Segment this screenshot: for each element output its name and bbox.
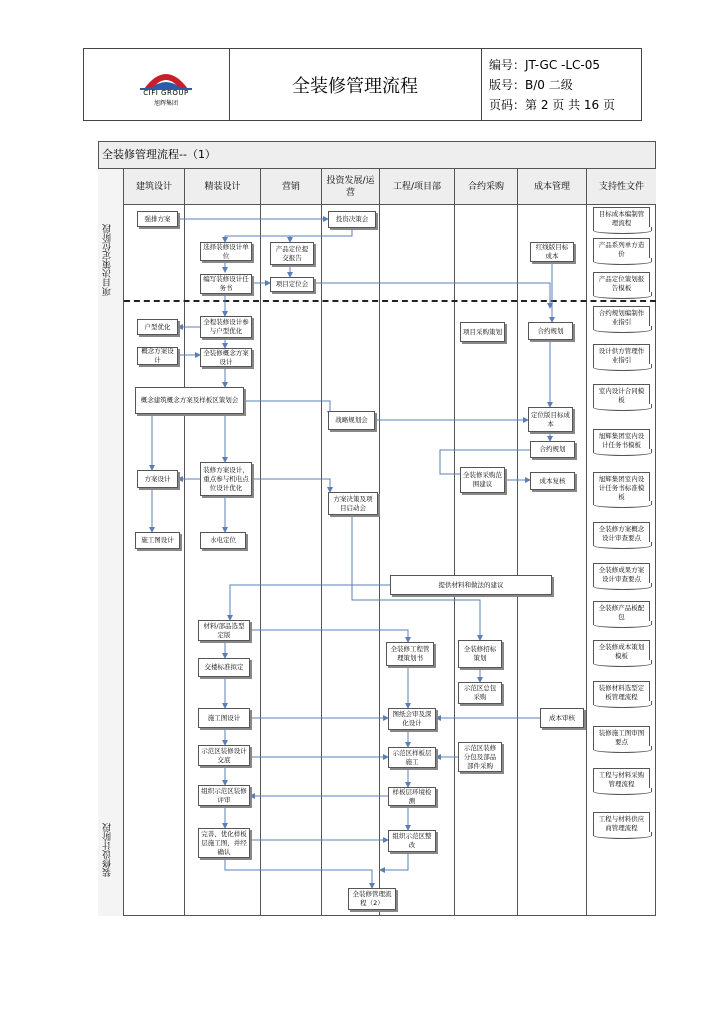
logo-text: CIFI GROUP: [143, 89, 189, 97]
node-redline-target-cost: 红线版目标成本: [530, 242, 574, 262]
doc-contract-planning-guide: 合约规划编制作业指引: [593, 306, 650, 329]
node-construction-drawing: 施工图设计: [135, 532, 180, 549]
doc-target-cost-process: 目标成本编制管理流程: [593, 207, 650, 230]
doc-drawing-review-points: 装修施工图审图要点: [593, 726, 650, 749]
lane-header-cost: 成本管理: [518, 169, 587, 205]
node-material-suggestions: 提供材料和做法的建议: [390, 575, 552, 595]
lane-header-interior: 精装设计: [185, 169, 261, 205]
doc-concept-review-points: 全装修方案概念设计审查要点: [593, 522, 650, 545]
node-procurement-scope: 全装修采购范围建议: [460, 467, 505, 493]
node-massing-plan: 强排方案: [137, 211, 178, 227]
node-cost-review: 成本复核: [530, 472, 575, 490]
node-environment-test: 样板层环境检测: [388, 787, 436, 806]
doc-interior-brief-standard: 旭辉集团室内设计任务书标准模板: [593, 472, 650, 504]
flowchart-title: 全装修管理流程--（1）: [98, 141, 656, 169]
node-demo-review: 组织示范区装修评审: [198, 785, 250, 806]
node-construction-drawing-2: 施工图设计: [198, 708, 250, 728]
node-demo-subcontract-procurement: 示范区装修分包及部品部件采购: [458, 742, 502, 772]
doc-scheme-review-points: 全装修成果方案设计审查要点: [593, 563, 650, 586]
doc-code: 编号：JT-GC -LC-05: [489, 58, 601, 72]
doc-version: 版号：B/0 二级: [489, 78, 573, 92]
lane-header-arch: 建筑设计: [124, 169, 185, 205]
lane-header-procurement: 合约采购: [455, 169, 518, 205]
node-handover-standard: 交楼标准拟定: [198, 658, 250, 677]
node-scheme-design: 方案设计: [137, 470, 178, 488]
lane-header-engineering: 工程/项目部: [380, 169, 455, 205]
node-sample-floor-construction: 示范区样板层施工: [388, 747, 436, 768]
node-drawing-review: 图纸会审及深化设计: [388, 708, 436, 730]
node-cost-audit: 成本审核: [540, 708, 584, 728]
node-mep-positioning: 水电定位: [200, 532, 246, 549]
node-select-design-firm: 选择装修设计单位: [200, 242, 252, 261]
node-unit-optimization: 户型优化: [137, 319, 178, 335]
doc-interior-brief-template: 旭辉集团室内设计任务书模板: [593, 429, 650, 452]
doc-page: 页码：第 2 页 共 16 页: [489, 98, 615, 112]
doc-positioning-template: 产品定位策划报告模板: [593, 272, 650, 295]
node-demo-general-contract: 示范区总包采购: [458, 682, 502, 704]
node-positioning-meeting: 项目定位会: [270, 277, 314, 292]
node-positioning-target-cost: 定位版目标成本: [528, 407, 573, 432]
node-next-page-link: 全装修管理流程（2）: [348, 888, 396, 910]
node-demo-design-disclosure: 示范区装修设计交底: [198, 745, 250, 766]
node-interior-scheme-design: 装修方案设计，重点参与机电点位设计优化: [200, 462, 252, 496]
node-procurement-planning: 项目采购策划: [460, 322, 505, 342]
node-strategy-meeting: 战略规划会: [328, 411, 375, 430]
node-scheme-decision-meeting: 方案决策及项目启动会: [328, 492, 378, 515]
lane-header-marketing: 营销: [261, 169, 322, 205]
doc-supplier-management: 工程与材料供应商管理流程: [593, 812, 650, 835]
node-interior-unit-optimization: 全程装修设计参与户型优化: [200, 316, 252, 338]
node-bidding-plan: 全装修招标策划: [458, 640, 502, 668]
lane-header-investment: 投资发展/运营: [322, 169, 380, 205]
doc-supplier-guide: 设计供方管理作业指引: [593, 344, 650, 367]
page-title: 全装修管理流程: [229, 49, 482, 120]
lane-header-docs: 支持性文件: [587, 169, 656, 205]
node-contract-planning: 合约规划: [528, 322, 573, 340]
node-refine-drawings: 完善、优化样板层施工图，并经确认: [198, 828, 250, 858]
node-investment-decision-meeting: 投资决策会: [328, 211, 376, 228]
doc-product-series-cost: 产品系列单方造价: [593, 238, 650, 261]
node-material-selection: 材料/部品选型定版: [198, 620, 250, 641]
node-write-design-brief: 编写装修设计任务书: [200, 274, 252, 294]
phase-label-design: 装修设计阶段: [103, 823, 113, 877]
node-engineering-plan: 全装修工程管理策划书: [386, 642, 434, 666]
node-concept-sample-meeting: 概念建筑概念方案及样板区策划会: [135, 387, 244, 414]
doc-material-selection-process: 装修材料选型定板管理流程: [593, 681, 650, 704]
node-contract-planning-2: 合约规划: [530, 441, 575, 458]
node-demo-rectification: 组织示范区整改: [388, 830, 436, 852]
node-interior-concept-design: 全装修概念方案设计: [200, 348, 252, 367]
doc-interior-contract: 室内设计合同模板: [593, 384, 650, 407]
phase-label-decision: 项目决策定位阶段: [103, 224, 113, 296]
node-concept-design: 概念方案设计: [137, 347, 178, 365]
doc-cost-plan-template: 全装修成本策划模板: [593, 640, 650, 663]
doc-product-package: 全装修产品板配包: [593, 601, 650, 624]
doc-procurement-process: 工程与材料采购管理流程: [593, 768, 650, 791]
logo-subtext: 旭辉集团: [153, 100, 178, 107]
node-product-positioning-report: 产品定位提交报告: [270, 242, 314, 265]
